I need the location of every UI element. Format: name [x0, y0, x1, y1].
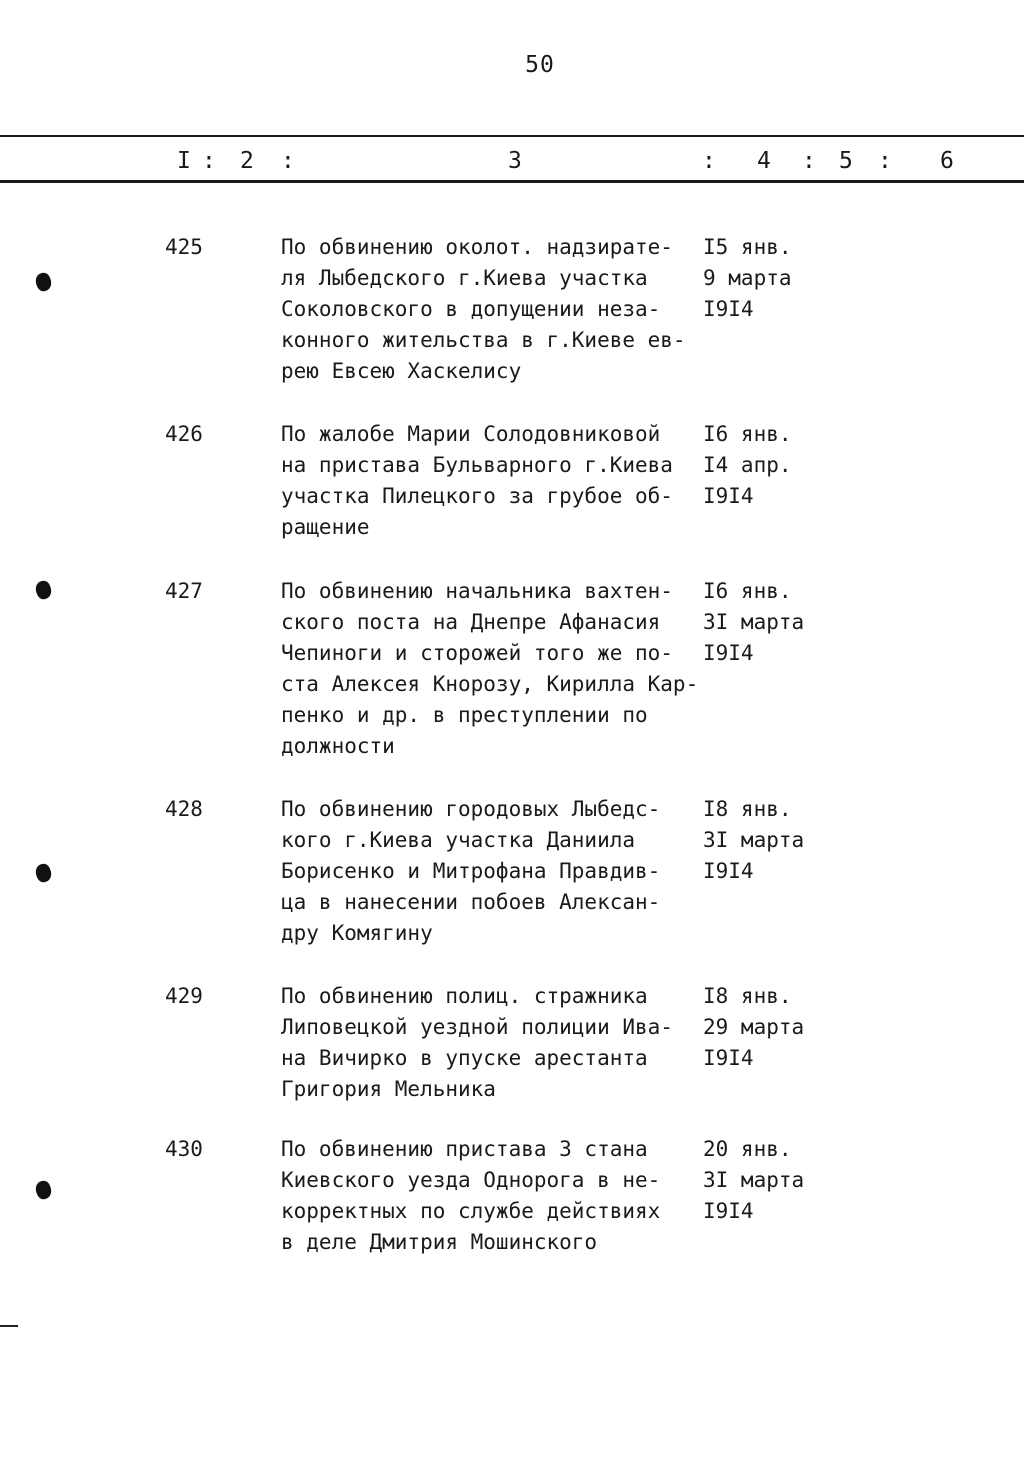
page-number: 50: [525, 52, 555, 78]
binding-hole-mark: [33, 1179, 53, 1201]
description-line: ля Лыбедского г.Киева участка: [281, 266, 648, 290]
date-end: 3I марта: [703, 1168, 805, 1192]
description-line: Липовецкой уездной полиции Ива-: [281, 1015, 673, 1039]
date-end: 9 марта: [703, 266, 792, 290]
record-number: 425: [165, 235, 203, 259]
record-description: [281, 981, 701, 1105]
binding-hole-mark: [33, 579, 53, 601]
record-number: 429: [165, 984, 203, 1008]
description-line: кого г.Киева участка Даниила: [281, 828, 636, 852]
description-line: По обвинению начальника вахтен-: [281, 579, 673, 603]
record-number: 427: [165, 579, 203, 603]
record-dates: [703, 794, 823, 887]
record-number: 430: [165, 1137, 203, 1161]
header-col-4: 4: [757, 148, 771, 174]
record-description: [281, 232, 701, 387]
description-line: рею Евсею Хаскелису: [281, 359, 522, 383]
header-col-5: 5: [839, 148, 853, 174]
record-dates: [703, 981, 823, 1074]
description-line: дру Комягину: [281, 921, 433, 945]
description-line: ращение: [281, 515, 370, 539]
date-start: I6 янв.: [703, 579, 792, 603]
header-col-6: 6: [940, 148, 954, 174]
description-line: По обвинению полиц. стражника: [281, 984, 648, 1008]
date-start: 20 янв.: [703, 1137, 792, 1161]
description-line: Григория Мельника: [281, 1077, 496, 1101]
record-number: 428: [165, 797, 203, 821]
date-start: I5 янв.: [703, 235, 792, 259]
date-year: I9I4: [703, 1199, 754, 1223]
header-bottom-rule: [0, 180, 1024, 183]
record-description: [281, 1134, 701, 1258]
description-line: По обвинению пристава 3 стана: [281, 1137, 648, 1161]
description-line: пенко и др. в преступлении по: [281, 703, 648, 727]
date-year: I9I4: [703, 297, 754, 321]
record-dates: [703, 419, 823, 512]
date-end: 29 марта: [703, 1015, 805, 1039]
record-dates: [703, 1134, 823, 1227]
header-col-2: 2: [240, 148, 254, 174]
description-line: на пристава Бульварного г.Киева: [281, 453, 673, 477]
date-year: I9I4: [703, 484, 754, 508]
header-top-rule: [0, 135, 1024, 137]
record-dates: [703, 576, 823, 669]
description-line: конного жительства в г.Киеве ев-: [281, 328, 686, 352]
record-number: 426: [165, 422, 203, 446]
description-line: По жалобе Марии Солодовниковой: [281, 422, 661, 446]
date-year: I9I4: [703, 641, 754, 665]
header-separator: :: [281, 148, 295, 174]
description-line: ского поста на Днепре Афанасия: [281, 610, 661, 634]
header-col-1: I: [177, 148, 191, 174]
date-end: I4 апр.: [703, 453, 792, 477]
description-line: Борисенко и Митрофана Правдив-: [281, 859, 661, 883]
description-line: ста Алексея Кнорозу, Кирилла Кар-: [281, 672, 699, 696]
date-end: 3I марта: [703, 610, 805, 634]
description-line: По обвинению околот. надзирате-: [281, 235, 673, 259]
date-start: I8 янв.: [703, 797, 792, 821]
description-line: должности: [281, 734, 395, 758]
record-dates: [703, 232, 823, 325]
record-description: [281, 576, 701, 762]
binding-hole-mark: [33, 862, 53, 884]
record-description: [281, 794, 701, 949]
margin-dash: [0, 1325, 18, 1327]
description-line: ца в нанесении побоев Алексан-: [281, 890, 661, 914]
description-line: Соколовского в допущении неза-: [281, 297, 661, 321]
description-line: Чепиноги и сторожей того же по-: [281, 641, 673, 665]
description-line: По обвинению городовых Лыбедс-: [281, 797, 661, 821]
description-line: участка Пилецкого за грубое об-: [281, 484, 673, 508]
date-start: I8 янв.: [703, 984, 792, 1008]
description-line: Киевского уезда Однорога в не-: [281, 1168, 661, 1192]
header-separator: :: [202, 148, 216, 174]
header-separator: :: [702, 148, 716, 174]
date-start: I6 янв.: [703, 422, 792, 446]
date-end: 3I марта: [703, 828, 805, 852]
date-year: I9I4: [703, 859, 754, 883]
header-separator: :: [802, 148, 816, 174]
record-description: [281, 419, 701, 543]
description-line: корректных по службе действиях: [281, 1199, 661, 1223]
binding-hole-mark: [33, 271, 53, 293]
description-line: на Вичирко в упуске арестанта: [281, 1046, 648, 1070]
date-year: I9I4: [703, 1046, 754, 1070]
header-col-3: 3: [508, 148, 522, 174]
description-line: в деле Дмитрия Мошинского: [281, 1230, 598, 1254]
header-separator: :: [878, 148, 892, 174]
